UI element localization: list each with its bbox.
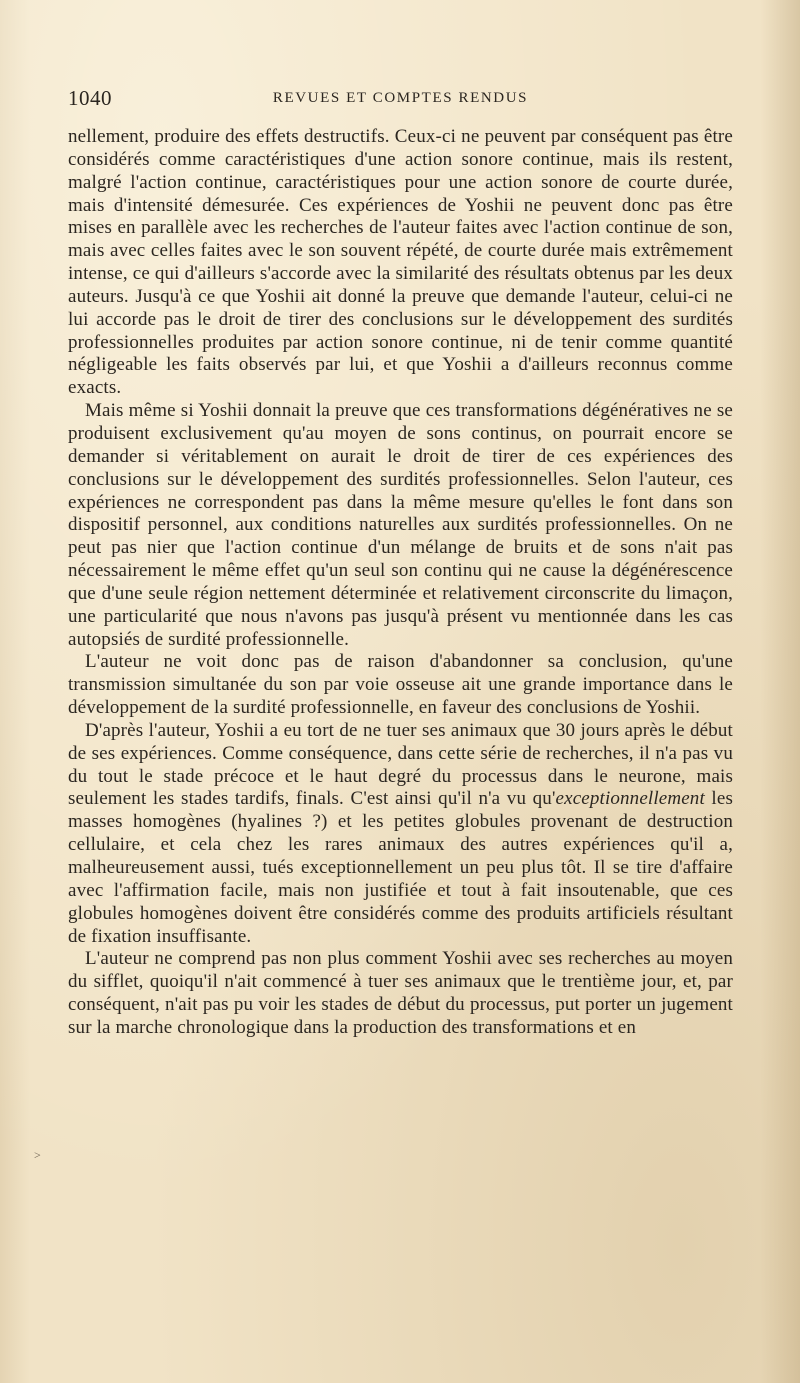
running-title: REVUES ET COMPTES RENDUS [272,90,529,106]
paragraph-4-italic: exceptionnellement [555,788,705,810]
paragraph-3: L'auteur ne voit donc pas de raison d'abandonner sa conclusion, qu'une transmission simultanée du son par voie osseuse ait une grande importance dans le développement de la surdité professionnelle, en faveur des conclusions de Yoshii. [68,651,733,719]
paragraph-4-text-before: D'après l'auteur, Yoshii a eu tort de ne tuer ses animaux que 30 jours après le début de ses expériences. Comme conséquence, dans cette série de recherches, il n'a pas vu du tout le stade précoce et le haut degré du processus dans le neurone, mais seulement les stades tardifs, finals. C'est ainsi qu'il n'a vu qu' [68,719,733,810]
paragraph-1: nellement, produire des effets destructifs. Ceux-ci ne peuvent par conséquent pas être considérés comme caractéristiques d'une action sonore continue, mais ils restent, malgré l'action continue, caractéristiques pour une action sonore de courte durée, mais d'intensité démesurée. Ces expériences de Yoshii ne peuvent donc pas être mises en parallèle avec les recherches de l'auteur faites avec l'action continue de son, mais avec celles faites avec le son souvent répété, de courte durée mais extrêmement intense, ce qui d'ailleurs s'accorde avec la similarité des résultats obtenus par les deux auteurs. Jusqu'à ce que Yoshii ait donné la preuve que demande l'auteur, celui-ci ne lui accorde pas le droit de tirer des conclusions sur le développement des surdités professionnelles produites par action sonore continue, ni de tenir comme quantité négligeable les faits observés par lui, et que Yoshii a d'ailleurs reconnus comme exacts. [68,126,733,399]
paragraph-5: L'auteur ne comprend pas non plus comment Yoshii avec ses recherches au moyen du sifflet, quoiqu'il n'ait commencé à tuer ses animaux que le trentième jour, et, par conséquent, n'ait pas pu voir les stades de début du processus, put porter un jugement sur la marche chronologique dans la production des transformations et en [68,948,733,1038]
paragraph-4 [68,720,733,948]
page-number: 1040 [68,86,112,110]
paragraph-2: Mais même si Yoshii donnait la preuve que ces transformations dégénératives ne se produisent exclusivement qu'au moyen de sons continus, on pourrait encore se demander si véritablement on aurait le droit de tirer de ces expériences des conclusions sur le développement des surdités professionnelles. Selon l'auteur, ces expériences ne correspondent pas dans la même mesure qu'elles le font dans son dispositif personnel, aux conditions naturelles aux surdités professionnelles. On ne peut pas nier que l'action continue d'un mélange de bruits et de sons n'ait pas nécessairement le même effet qu'un seul son continu qui ne cause la dégénérescence que d'une seule région nettement déterminée et relativement circonscrite du limaçon, une particularité que nous n'avons pas jusqu'à présent vu mentionnée dans les cas autopsiés de surdité professionnelle. [68,400,733,650]
body-text [68,126,733,1040]
running-head [68,86,733,112]
margin-mark: ˃ [34,1148,41,1162]
paragraph-4-text-after: les masses homogènes (hyalines ?) et les petites globules provenant de destruction cellulaire, et cela chez les rares animaux des autres expériences qu'il a, malheureusement aussi, tués exceptionnellement un peu plus tôt. Il se tire d'affaire avec l'affirmation facile, mais non justifiée et tout à fait insoutenable, que ces globules homogènes doivent être considérés comme des produits artificiels résultant de fixation insuffisante. [68,788,733,947]
